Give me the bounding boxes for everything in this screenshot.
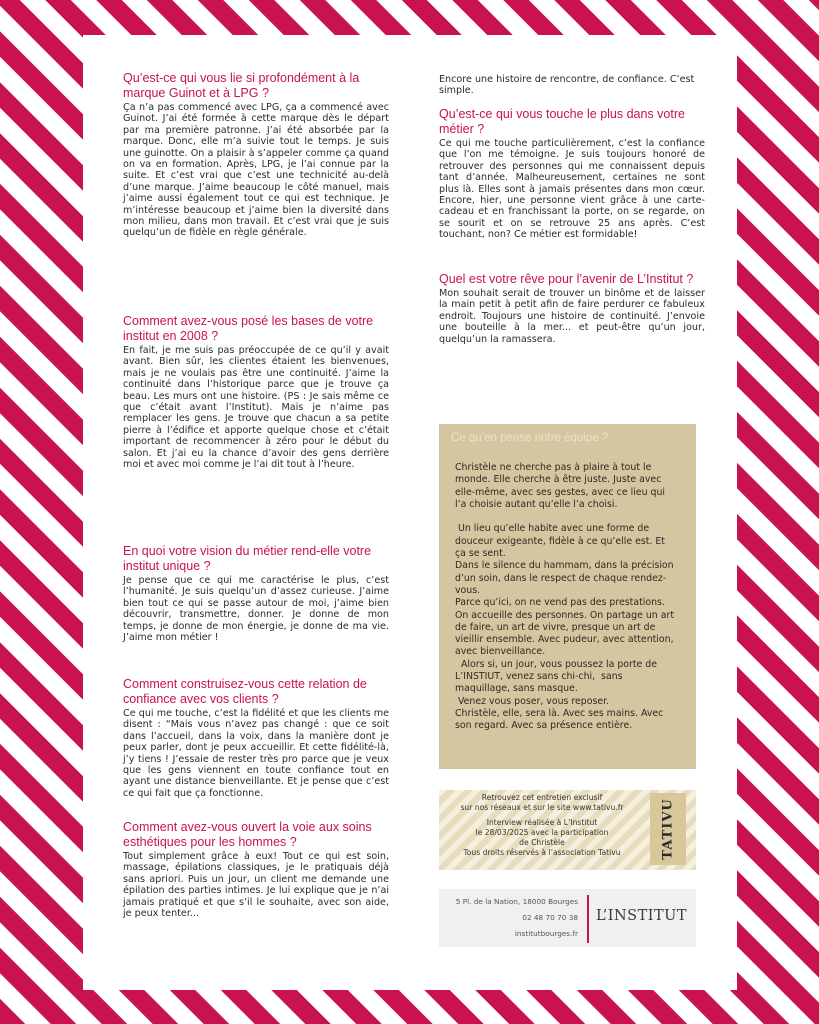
- question-heading: Qu’est-ce qui vous touche le plus dans votre métier ?: [439, 107, 685, 136]
- magazine-page: [83, 35, 737, 990]
- intro-text: Encore une histoire de rencontre, de confiance. C’est simple.: [439, 74, 695, 97]
- tativu-logo: [650, 793, 686, 865]
- question-heading: Comment construisez-vous cette relation de confiance avec vos clients ?: [123, 677, 367, 706]
- website-link[interactable]: institutbourges.fr: [514, 929, 578, 938]
- question-heading: Quel est votre rêve pour l’avenir de L’Institut ?: [439, 272, 694, 286]
- team-box-text: Christèle ne cherche pas à plaire à tout le monde. Elle cherche à être juste. Juste avec elle-même, avec ses gestes, avec ce lieu qui l’a choisie autant qu’elle l’a choisi. Un lieu qu’elle habite avec une forme de douceur exigeante, fidèle à ce qu’elle est. Et ça se sent. Dans le silence du hammam, dans la précision d’un soin, dans le respect de chaque rendez-vous. Parce qu’ici, on ne vend pas des prestations. On accueille des personnes. On partage un art de faire, un art de vivre, presque un art de vieillir ensemble. Avec pudeur, avec attention, avec bienveillance. Alors si, un jour, vous poussez la porte de L’INSTIUT, venez sans chi-chi, sans maquillage, sans masque. Venez vous poser, vous reposer. Christèle, elle, sera là. Avec ses mains. Avec son regard. Avec sa présence entière.: [455, 462, 675, 732]
- question-heading: En quoi votre vision du métier rend-elle votre institut unique ?: [123, 544, 372, 573]
- qa-block-soins-hommes: [123, 820, 389, 919]
- promo-line: Interview réalisée à L’Institut: [486, 818, 598, 827]
- answer-text: Je pense que ce qui me caractérise le plus, c’est l’humanité. Je suis quelqu’un d’assez curieuse. J’aime bien tout ce qui se passe autour de moi, j’aime bien découvrir, transmettre, donner. Je donne de mon temps, je donne de mon énergie, je donne de ma vie. J’aime mon métier !: [123, 575, 389, 644]
- address-text: 5 Pl. de la Nation, 18000 Bourges: [455, 897, 578, 906]
- promo-text: [449, 793, 635, 858]
- promo-line: le 28/03/2025 avec la participation: [475, 828, 609, 837]
- qa-block-bases-2008: [123, 314, 389, 470]
- promo-line: Retrouvez cet entretien exclusif: [481, 793, 603, 802]
- promo-banner: [439, 790, 696, 870]
- promo-line[interactable]: sur nos réseaux et sur le site www.tativu.fr: [460, 803, 624, 812]
- promo-line: Tous droits réservés à l’association Tativu: [463, 848, 621, 857]
- answer-text: Ça n’a pas commencé avec LPG, ça a commencé avec Guinot. J’ai été formée à cette marque dès le départ par ma première patronne. J’ai été absorbée par la marque. Donc, elle m’a suivie tout le temps. Je suis une guinotte. On a plaisir à s’appeler comme ça quand on va en formation. Après, LPG, je l’ai connue par la suite. Et c’est vrai que c’est une technicité au-delà d’une marque. J’aime beaucoup le côté manuel, mais j’aime aussi également tout ce qui est technique. Je m’intéresse beaucoup et j’aime bien la diversité dans mon milieu, dans mon travail. Et c’est vrai que je suis quelqu’un de fidèle en règle générale.: [123, 102, 389, 239]
- answer-text: Mon souhait serait de trouver un binôme et de laisser la main petit à petit afin de faire perdurer ce fabuleux endroit. Toujours une histoire de continuité. J’envoie une bouteille à la mer... et peut-être qu’un jour, quelqu’un la ramassera.: [439, 288, 705, 345]
- answer-text: Ce qui me touche particulièrement, c’est la confiance que l’on me témoigne. Je suis toujours honoré de retrouver des personnes qui me connaissent depuis tant d’année. Malheureusement, certaines ne sont plus là. Elles sont à jamais présentes dans mon cœur. Encore, hier, une personne vient grâce à une carte-cadeau et en franchissant la porte, on se regarde, on se sourit et on se retrouve 25 ans après. C’est touchant, non? Ce métier est formidable!: [439, 138, 705, 241]
- qa-block-reve-avenir: [439, 272, 705, 345]
- intro-block: [439, 73, 705, 97]
- question-heading: Comment avez-vous ouvert la voie aux soins esthétiques pour les hommes ?: [123, 820, 372, 849]
- answer-text: Ce qui me touche, c’est la fidélité et que les clients me disent : “Mais vous n’avez pas changé : que ce soit dans l’accueil, dans la voix, dans la manière dont je peux parler, dont je peux accueillir. Et cette fidélité-là, j’y tiens ! J’essaie de rester très pro parce que je veux que les gens viennent en toute confiance tout en ayant une distance bienveillante. Et je pense que c’est ce qui fait que ça fonctionne.: [123, 708, 389, 799]
- team-opinion-box: [439, 424, 696, 769]
- qa-block-vision-metier: [123, 544, 389, 643]
- team-box-title: Ce qu’en pense notre équipe ?: [451, 432, 609, 444]
- contact-card: [439, 889, 696, 947]
- answer-text: En fait, je me suis pas préoccupée de ce qu’il y avait avant. Bien sûr, les clientes étaient les bienvenues, mais je ne voulais pas être une continuité. J’aime la continuité dans l’historique parce que je trouve ça beau. Les murs ont une histoire. (PS : Je sais même ce que c’était avant l’Institut). Mais je n’aime pas remplacer les gens. Je trouve que chacun a sa petite pierre à l’édifice et apporte quelque chose et c’était important de recommencer à zéro pour le début du salon. Et j’ai eu la chance d’avoir des gens derrière moi et avec moi comme je l’ai dit tout à l’heure.: [123, 345, 389, 471]
- contact-divider: [587, 895, 589, 943]
- phone-text[interactable]: 02 48 70 70 38: [522, 913, 578, 922]
- qa-block-touche-metier: [439, 107, 705, 241]
- question-heading: Qu’est-ce qui vous lie si profondément à la marque Guinot et à LPG ?: [123, 71, 360, 100]
- qa-block-confiance-clients: [123, 677, 389, 799]
- promo-line: de Christèle: [519, 838, 565, 847]
- brand-logo: L’INSTITUT: [596, 908, 688, 924]
- answer-text: Tout simplement grâce à eux! Tout ce qui est soin, massage, épilations classiques, je le pratiquais déjà sans apriori. Puis un jour, un client me demande une épilation des parties intimes. Je lui explique que je n’ai jamais pratiqué et que s’il le souhaite, avec son aide, je peux tenter...: [123, 851, 389, 920]
- logo-text: TATIVU: [660, 798, 676, 860]
- question-heading: Comment avez-vous posé les bases de votre institut en 2008 ?: [123, 314, 374, 343]
- qa-block-guinot-lpg: [123, 71, 389, 239]
